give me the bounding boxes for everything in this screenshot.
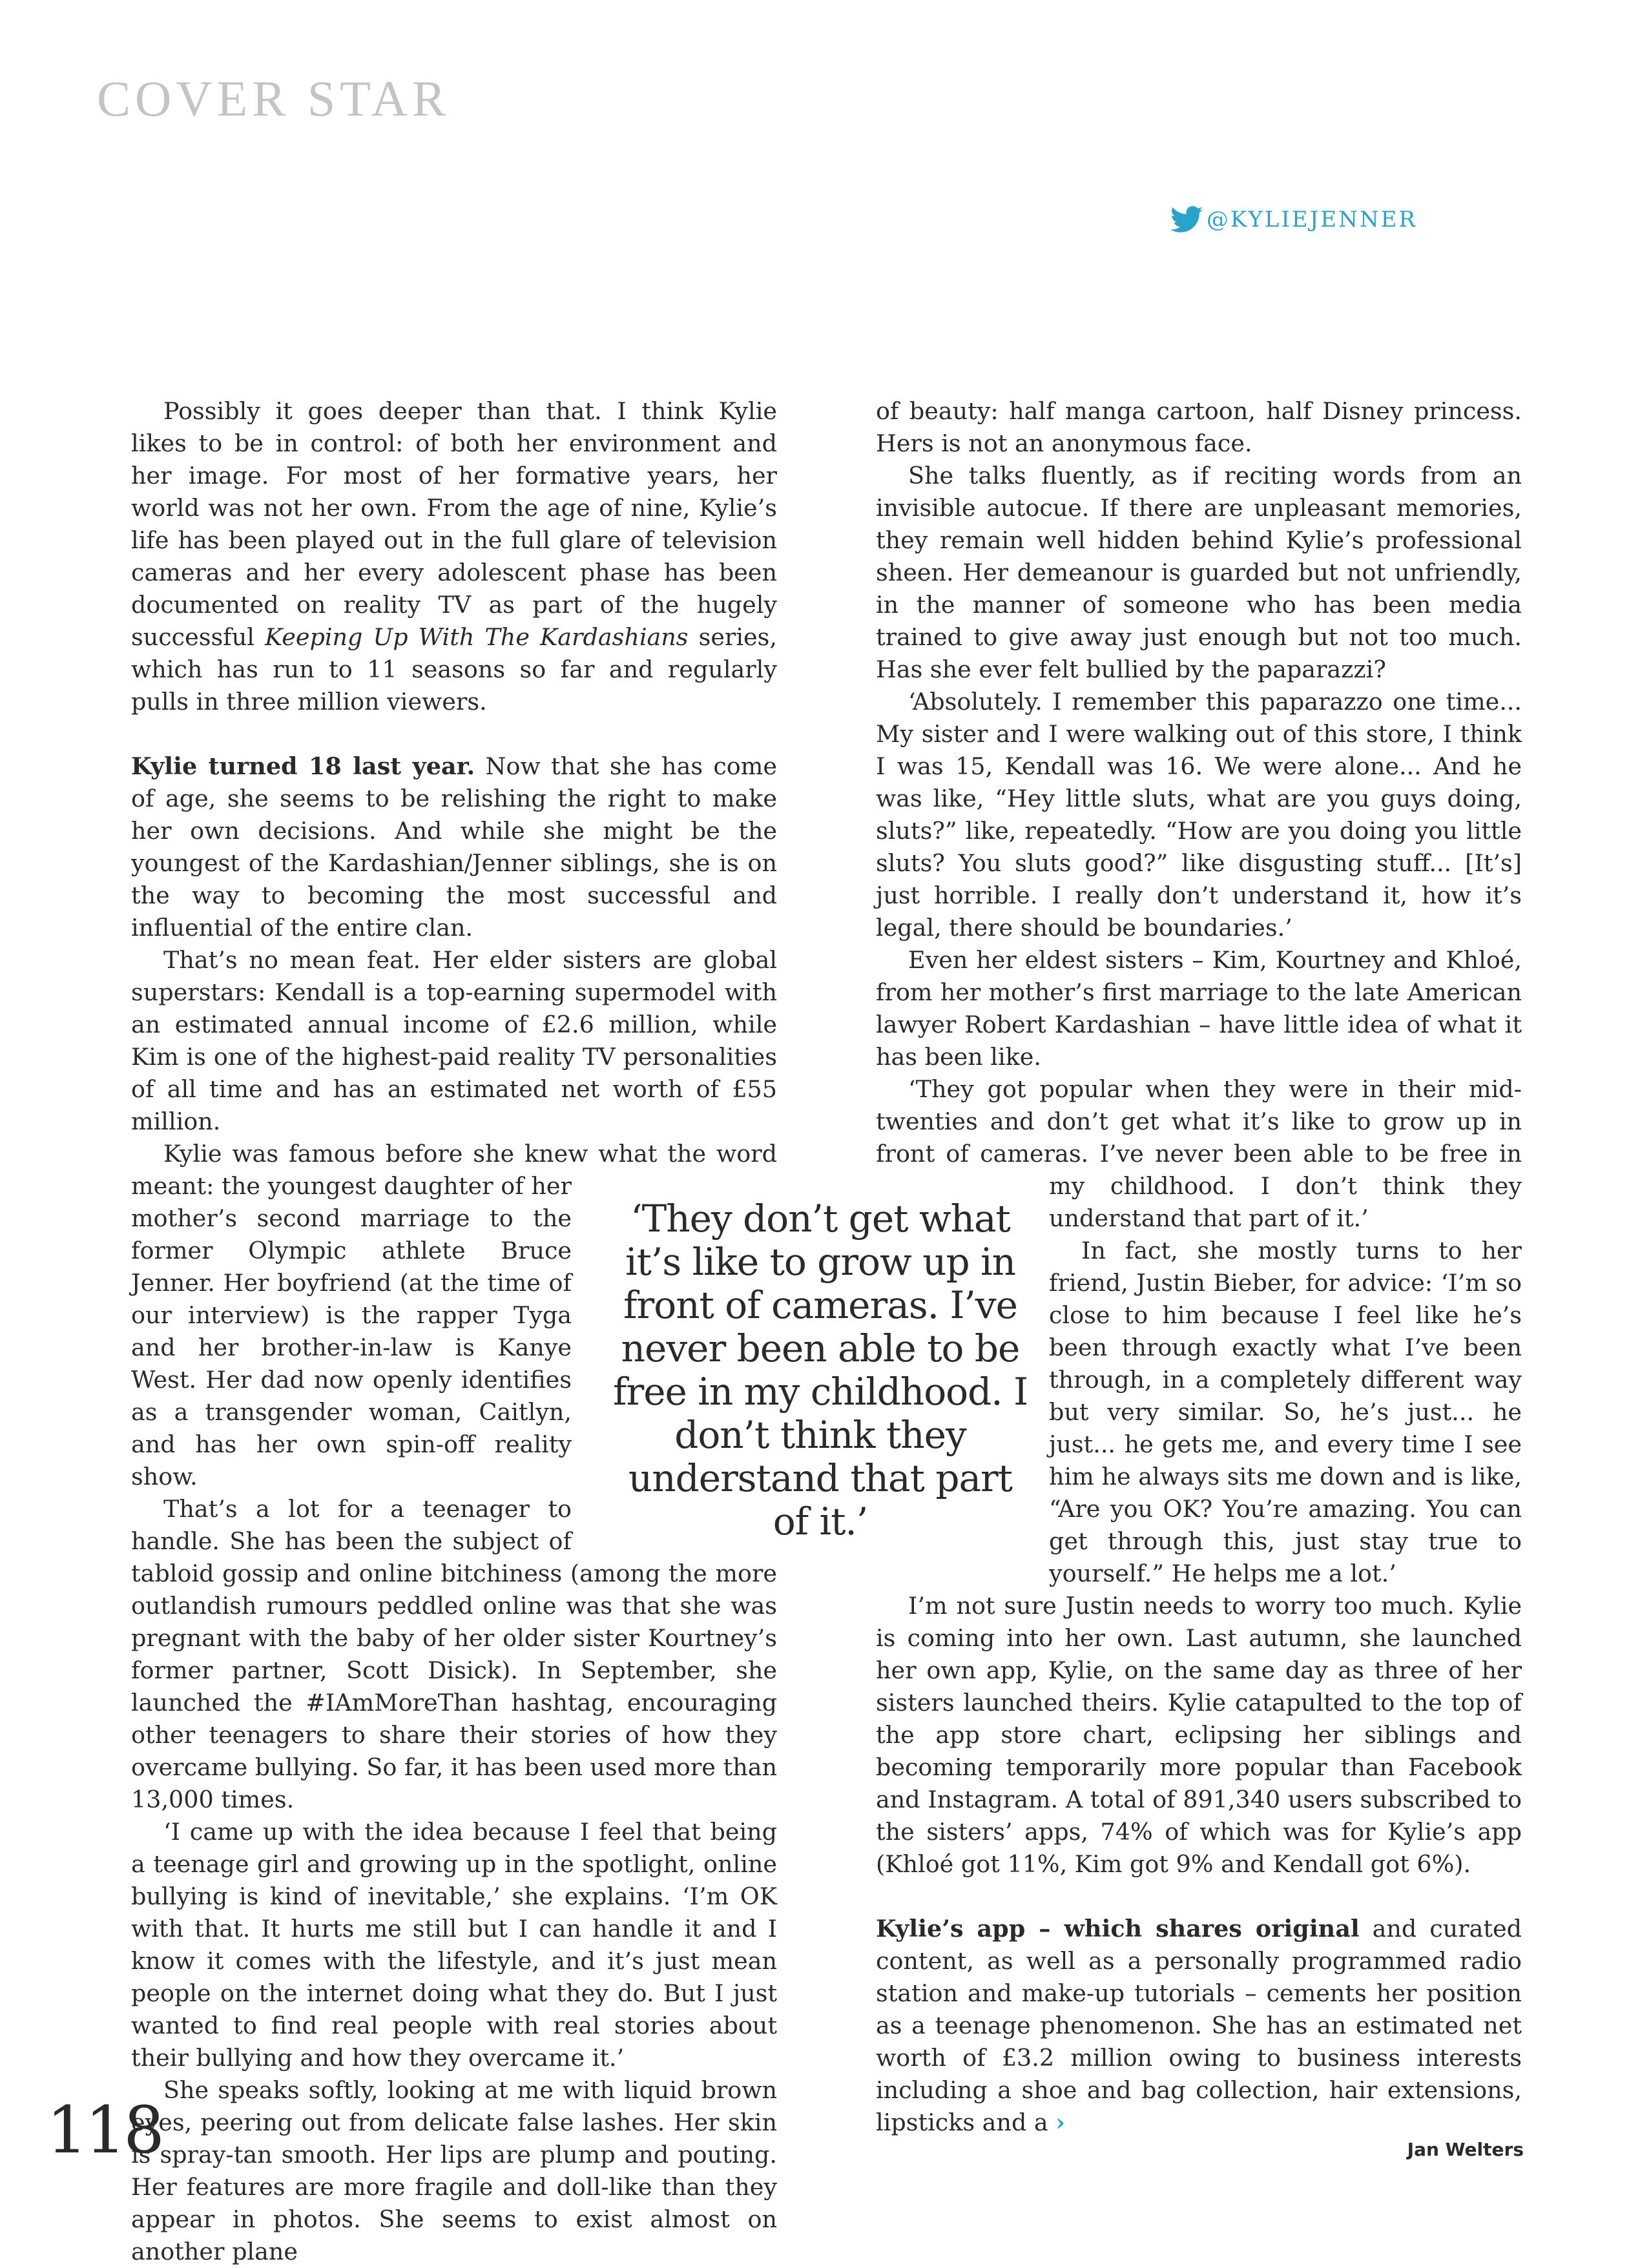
paragraph: Kylie was famous before she knew what the word meant: the youngest daughter of her mother’s second marriage to the former Olympic athlete Bruce Jenner. Her boyfriend (at the time of our interview) is the rapper Tyga and her brother-in-law is Kanye West. Her dad now openly identifies as a transgender woman, Caitlyn, and has her own spin-off reality show.	[131, 1140, 777, 1490]
continue-arrow-icon: ›	[1055, 2108, 1065, 2136]
paragraph: That’s no mean feat. Her elder sisters are global superstars: Kendall is a top-earning supermodel with an estimated annual income of £2.6 million, while Kim is one of the highest-paid reality TV personalities of all time and has an estimated net worth of £55 million.	[131, 946, 777, 1135]
paragraph: Possibly it goes deeper than that. I think Kylie likes to be in control: of both her environment and her image. For most of her formative years, her world was not her own. From the age of nine, Kylie’s life has been played out in the full glare of television cameras and her every adolescent phase has been documented on reality TV as part of the hugely successful Keeping Up With The Kardashians series, which has run to 11 seasons so far and regularly pulls in three million viewers.	[131, 397, 777, 716]
paragraph: In fact, she mostly turns to her friend, Justin Bieber, for advice: ‘I’m so close to him because I feel like he’s been through exactly what I’ve been through, in a completely different way but very similar. So, he’s just... he just... he gets me, and every time I see him he always sits me down and is like, “Are you OK? You’re amazing. You can get through this, just stay true to yourself.” He helps me a lot.’	[1049, 1237, 1522, 1587]
paragraph: She talks fluently, as if reciting words from an invisible autocue. If there are unpleasant memories, they remain well hidden behind Kylie’s professional sheen. Her demeanour is guarded but not unfriendly, in the manner of someone who has been media trained to give away just enough but not too much. Has she ever felt bullied by the paparazzi?	[876, 462, 1522, 683]
paragraph: Kylie turned 18 last year. Now that she has come of age, she seems to be relishing the right to make her own decisions. And while she might be the youngest of the Kardashian/Jenner siblings, she is on the way to becoming the most successful and influential of the entire clan.	[131, 752, 777, 942]
page-number: 118	[47, 2092, 162, 2168]
paragraph: She speaks softly, looking at me with liquid brown eyes, peering out from delicate false lashes. Her skin is spray-tan smooth. Her lips are plump and pouting. Her features are more fragile and doll-like than they appear in photos. She seems to exist almost on another plane	[131, 2076, 777, 2265]
paragraph: Kylie’s app – which shares original and curated content, as well as a personally programmed radio station and make-up tutorials – cements her position as a teenage phenomenon. She has an estimated net worth of £3.2 million owing to business interests including a shoe and bag collection, hair extensions, lipsticks and a ›	[876, 1915, 1522, 2136]
paragraph: of beauty: half manga cartoon, half Disney princess. Hers is not an anonymous face.	[876, 397, 1522, 457]
paragraph: That’s a lot for a teenager to handle. She has been the subject of tabloid gossip and online bitchiness (among the more outlandish rumours peddled online was that she was pregnant with the baby of her older sister Kourtney’s former partner, Scott Disick). In September, she launched the #IAmMoreThan hashtag, encouraging other teenagers to share their stories of how they overcame bullying. So far, it has been used more than 13,000 times.	[131, 1495, 777, 1813]
paragraph: Even her eldest sisters – Kim, Kourtney and Khloé, from her mother’s first marriage to the late American lawyer Robert Kardashian – have little idea of what it has been like.	[876, 946, 1522, 1071]
section-label: COVER STAR	[97, 70, 450, 127]
paragraph: ‘They got popular when they were in their mid-twenties and don’t get what it’s like to grow up in front of cameras. I’ve never been able to be free in my childhood. I don’t think they understand that part of it.’	[876, 1075, 1522, 1232]
pull-quote: ‘They don’t get what it’s like to grow up in front of cameras. I’ve never been able to be free in my childhood. I don’t think they understand that part of it.’	[613, 1197, 1028, 1543]
twitter-handle[interactable]	[1170, 205, 1417, 234]
paragraph: I’m not sure Justin needs to worry too much. Kylie is coming into her own. Last autumn, she launched her own app, Kylie, on the same day as three of her sisters launched theirs. Kylie catapulted to the top of the app store chart, eclipsing her siblings and becoming temporarily more popular than Facebook and Instagram. A total of 891,340 users subscribed to the sisters’ apps, 74% of which was for Kylie’s app (Khloé got 11%, Kim got 9% and Kendall got 6%).	[876, 1592, 1522, 1878]
paragraph: ‘I came up with the idea because I feel that being a teenage girl and growing up in the spotlight, online bullying is kind of inevitable,’ she explains. ‘I’m OK with that. It hurts me still but I can handle it and I know it comes with the lifestyle, and it’s just mean people on the internet doing what they do. But I just wanted to find real people with real stories about their bullying and how they overcame it.’	[131, 1818, 777, 2072]
twitter-bird-icon	[1170, 205, 1203, 234]
paragraph: ‘Absolutely. I remember this paparazzo one time... My sister and I were walking out of this store, I think I was 15, Kendall was 16. We were alone... And he was like, “Hey little sluts, what are you guys doing, sluts?” like, repeatedly. “How are you doing you little sluts? You sluts good?” like disgusting stuff... [It’s] just horrible. I really don’t understand it, how it’s legal, there should be boundaries.’	[876, 688, 1522, 942]
twitter-handle-text: @KYLIEJENNER	[1206, 207, 1417, 232]
photo-credit: Jan Welters	[1407, 2139, 1524, 2160]
